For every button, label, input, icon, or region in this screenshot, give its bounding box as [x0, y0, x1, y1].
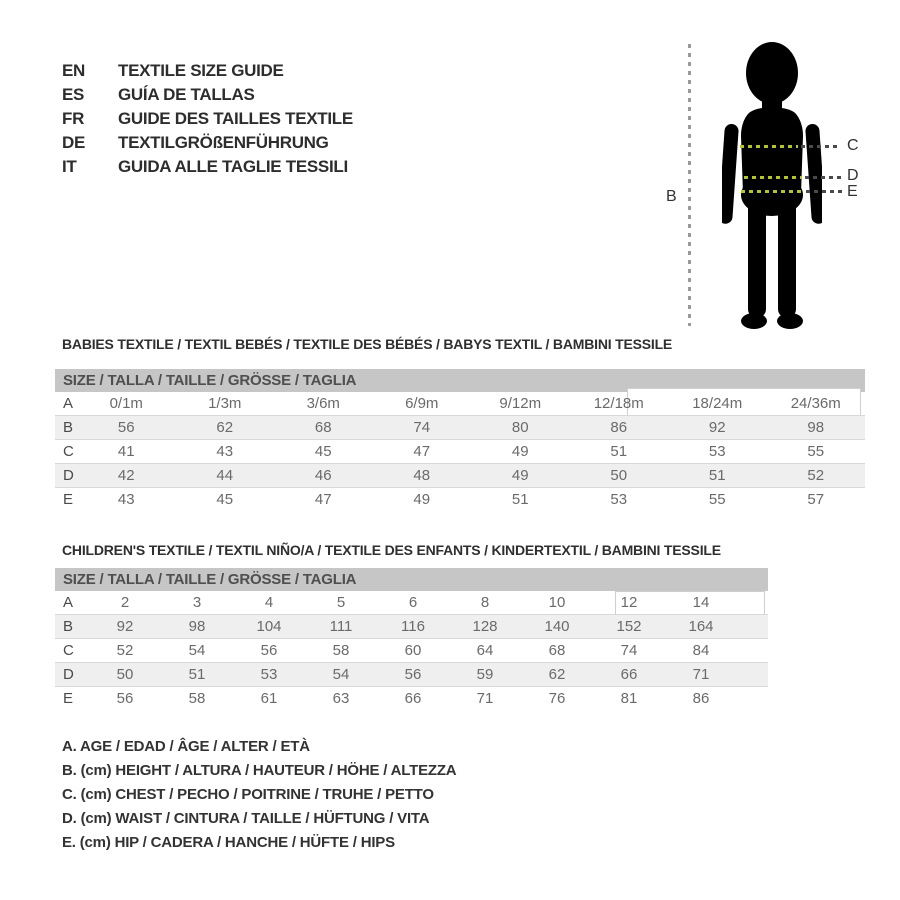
size-value-cell: 56	[404, 666, 422, 683]
size-value-cell: 51	[188, 666, 206, 683]
waist-measure-line-ext	[805, 176, 841, 179]
lang-code: DE	[62, 133, 86, 152]
lang-row-fr	[62, 107, 353, 131]
size-value-cell: 55	[708, 491, 726, 508]
size-value-cell: 1/3m	[208, 395, 242, 412]
size-value-cell: 74	[413, 419, 431, 436]
size-value-cell: 71	[692, 666, 710, 683]
row-label: A	[63, 395, 74, 412]
size-value-cell: 58	[332, 642, 350, 659]
table-row-d	[55, 464, 865, 488]
table-row-b	[55, 416, 865, 440]
filler-cell	[737, 687, 768, 711]
lang-row-it	[62, 155, 353, 179]
hip-measure-line-ext	[806, 190, 842, 193]
row-label: E	[63, 690, 74, 707]
size-value-cell: 42	[117, 467, 135, 484]
size-value-cell: 2	[120, 594, 130, 611]
legend-item-hip: E. (cm) HIP / CADERA / HANCHE / HÜFTE / HIPS	[62, 834, 395, 851]
children-size-table	[55, 568, 768, 711]
size-value-cell: 4	[264, 594, 274, 611]
size-value-cell: 50	[610, 467, 628, 484]
size-value-cell: 116	[401, 618, 425, 635]
legend-item-chest: C. (cm) CHEST / PECHO / POITRINE / TRUHE / PETTO	[62, 786, 434, 803]
size-value-cell: 62	[548, 666, 566, 683]
lang-title: GUIDE DES TAILLES TEXTILE	[118, 109, 353, 128]
size-value-cell: 3/6m	[306, 395, 340, 412]
size-value-cell: 62	[216, 419, 234, 436]
lang-code: ES	[62, 85, 85, 104]
lang-title: GUÍA DE TALLAS	[118, 85, 255, 104]
lang-row-es	[62, 83, 353, 107]
size-value-cell: 51	[610, 443, 628, 460]
size-value-cell: 24/36m	[790, 395, 841, 412]
size-value-cell: 9/12m	[499, 395, 542, 412]
size-value-cell: 43	[117, 491, 135, 508]
waist-measure-line	[744, 176, 802, 179]
size-value-cell: 0/1m	[109, 395, 143, 412]
size-value-cell: 56	[260, 642, 278, 659]
filler-cell	[737, 615, 768, 638]
size-value-cell: 58	[188, 690, 206, 707]
legend-item-waist: D. (cm) WAIST / CINTURA / TAILLE / HÜFTUNG / VITA	[62, 810, 430, 827]
size-value-cell: 49	[511, 467, 529, 484]
size-value-cell: 66	[620, 666, 638, 683]
size-value-cell: 56	[117, 419, 135, 436]
chest-measure-line-ext	[801, 145, 841, 148]
table-row-d	[55, 663, 768, 687]
size-value-cell: 45	[216, 491, 234, 508]
table-row-e	[55, 687, 768, 711]
size-value-cell: 56	[116, 690, 134, 707]
size-value-cell: 52	[807, 467, 825, 484]
size-value-cell: 18/24m	[692, 395, 743, 412]
lang-row-de	[62, 131, 353, 155]
size-value-cell: 53	[610, 491, 628, 508]
size-value-cell: 57	[807, 491, 825, 508]
size-value-cell: 68	[314, 419, 332, 436]
size-value-cell: 86	[692, 690, 710, 707]
size-value-cell: 6/9m	[405, 395, 439, 412]
legend-item-age: A. AGE / EDAD / ÂGE / ALTER / ETÀ	[62, 738, 310, 755]
size-value-cell: 63	[332, 690, 350, 707]
size-value-cell: 80	[511, 419, 529, 436]
size-value-cell: 59	[476, 666, 494, 683]
size-value-cell: 5	[336, 594, 346, 611]
size-value-cell: 53	[708, 443, 726, 460]
lang-row-en	[62, 59, 353, 83]
size-value-cell: 52	[116, 642, 134, 659]
babies-size-table	[55, 369, 865, 512]
size-value-cell: 12	[620, 594, 638, 611]
filler-cell	[737, 663, 768, 686]
size-value-cell: 92	[116, 618, 134, 635]
size-value-cell: 92	[708, 419, 726, 436]
measurement-legend	[62, 735, 456, 855]
hip-label: E	[847, 183, 858, 200]
size-value-cell: 128	[472, 618, 498, 635]
size-value-cell: 104	[256, 618, 282, 635]
size-value-cell: 51	[708, 467, 726, 484]
chest-label: C	[847, 137, 859, 154]
lang-title: TEXTILE SIZE GUIDE	[118, 61, 284, 80]
size-value-cell: 6	[408, 594, 418, 611]
size-value-cell: 64	[476, 642, 494, 659]
babies-section-title: BABIES TEXTILE / TEXTIL BEBÉS / TEXTILE DES BÉBÉS / BABYS TEXTIL / BAMBINI TESSILE	[62, 336, 673, 352]
table-row-a	[55, 392, 865, 416]
size-value-cell: 66	[404, 690, 422, 707]
size-value-cell: 54	[332, 666, 350, 683]
hip-measure-line	[741, 190, 803, 193]
size-value-cell: 14	[692, 594, 710, 611]
row-label: C	[63, 443, 74, 460]
size-value-cell: 50	[116, 666, 134, 683]
size-value-cell: 164	[688, 618, 714, 635]
size-value-cell: 43	[216, 443, 234, 460]
row-label: B	[63, 419, 74, 436]
height-measure-line	[688, 44, 691, 326]
size-value-cell: 54	[188, 642, 206, 659]
size-value-cell: 71	[476, 690, 494, 707]
table-row-a	[55, 591, 768, 615]
waist-label: D	[847, 167, 859, 184]
size-value-cell: 61	[260, 690, 278, 707]
size-value-cell: 60	[404, 642, 422, 659]
row-label: E	[63, 491, 74, 508]
filler-cell	[737, 591, 768, 614]
size-value-cell: 48	[413, 467, 431, 484]
size-value-cell: 68	[548, 642, 566, 659]
height-label: B	[666, 188, 677, 205]
babies-size-header-band: SIZE / TALLA / TAILLE / GRÖSSE / TAGLIA	[55, 369, 865, 392]
table-row-c	[55, 639, 768, 663]
lang-code: IT	[62, 157, 77, 176]
size-value-cell: 74	[620, 642, 638, 659]
lang-code: FR	[62, 109, 85, 128]
children-size-header-band: SIZE / TALLA / TAILLE / GRÖSSE / TAGLIA	[55, 568, 768, 591]
size-value-cell: 49	[511, 443, 529, 460]
size-value-cell: 3	[192, 594, 202, 611]
size-value-cell: 81	[620, 690, 638, 707]
size-value-cell: 44	[216, 467, 234, 484]
size-value-cell: 41	[117, 443, 135, 460]
row-label: B	[63, 618, 74, 635]
row-label: A	[63, 594, 74, 611]
size-value-cell: 53	[260, 666, 278, 683]
row-label: D	[63, 666, 74, 683]
table-row-b	[55, 615, 768, 639]
size-value-cell: 47	[314, 491, 332, 508]
lang-title: GUIDA ALLE TAGLIE TESSILI	[118, 157, 348, 176]
size-value-cell: 86	[610, 419, 628, 436]
table-row-c	[55, 440, 865, 464]
size-value-cell: 98	[188, 618, 206, 635]
filler-cell	[737, 639, 768, 662]
children-section-title: CHILDREN'S TEXTILE / TEXTIL NIÑO/A / TEXTILE DES ENFANTS / KINDERTEXTIL / BAMBINI TESSILE	[62, 542, 721, 558]
size-value-cell: 46	[314, 467, 332, 484]
size-value-cell: 111	[329, 618, 353, 635]
size-value-cell: 152	[616, 618, 642, 635]
child-silhouette-icon	[722, 42, 822, 332]
size-value-cell: 49	[413, 491, 431, 508]
lang-code: EN	[62, 61, 86, 80]
size-value-cell: 98	[807, 419, 825, 436]
size-value-cell: 12/18m	[593, 395, 644, 412]
size-value-cell: 84	[692, 642, 710, 659]
row-label: C	[63, 642, 74, 659]
row-label: D	[63, 467, 74, 484]
size-value-cell: 51	[511, 491, 529, 508]
lang-title: TEXTILGRÖßENFÜHRUNG	[118, 133, 329, 152]
size-value-cell: 55	[807, 443, 825, 460]
legend-item-height: B. (cm) HEIGHT / ALTURA / HAUTEUR / HÖHE / ALTEZZA	[62, 762, 457, 779]
chest-measure-line	[740, 145, 798, 148]
language-header	[62, 59, 353, 179]
size-value-cell: 47	[413, 443, 431, 460]
size-value-cell: 8	[480, 594, 490, 611]
table-row-e	[55, 488, 865, 512]
size-value-cell: 76	[548, 690, 566, 707]
size-value-cell: 45	[314, 443, 332, 460]
size-value-cell: 10	[548, 594, 566, 611]
size-value-cell: 140	[544, 618, 570, 635]
